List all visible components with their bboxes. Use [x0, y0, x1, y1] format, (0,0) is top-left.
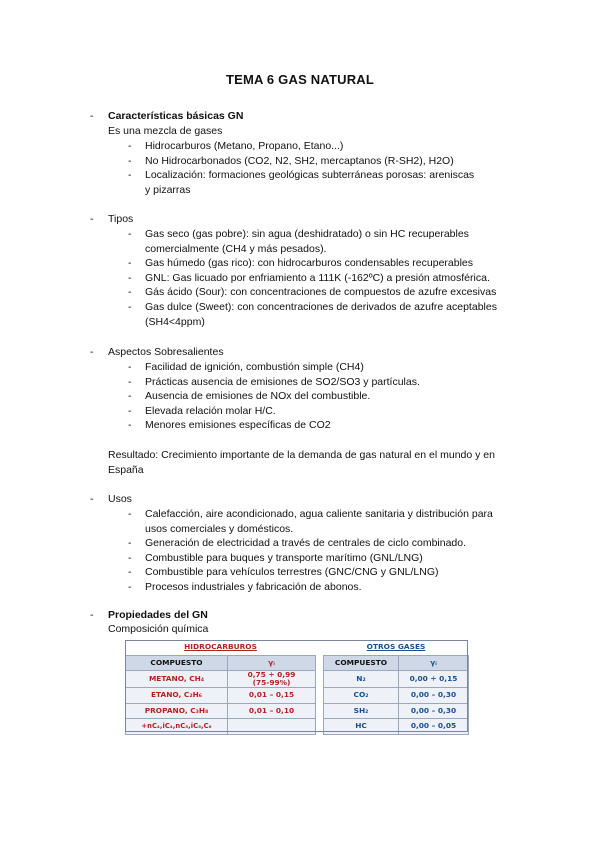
list-item: - Facilidad de ignición, combustión simple (CH4) [128, 360, 520, 375]
composition-grid [125, 640, 469, 735]
col-header-y: γᵢ [399, 655, 469, 671]
list-item: - Generación de electricidad a través de centrales de ciclo combinado. [128, 536, 520, 551]
section-subheading: Composición química [108, 623, 209, 635]
cell-left-value-main: 0,75 ÷ 0,99 [247, 670, 296, 680]
list-item: - Menores emisiones específicas de CO2 [128, 418, 520, 433]
section-dash: - [90, 110, 94, 122]
list-item: - Localización: formaciones geológicas subterráneas porosas: areniscas y pizarras [128, 168, 520, 197]
list-item: - GNL: Gas licuado por enfriamiento a 111K (-162ºC) a presión atmosférica. [128, 271, 520, 286]
list-item: - Procesos industriales y fabricación de abonos. [128, 580, 520, 595]
resultado-paragraph: Resultado: Crecimiento importante de la demanda de gas natural en el mundo y en España [108, 449, 495, 476]
list-item: - Gas dulce (Sweet): con concentraciones de derivados de azufre aceptables (SH4<4ppm) [128, 300, 520, 329]
group-hidrocarburos: HIDROCARBUROS [184, 642, 257, 651]
composition-table [125, 640, 468, 732]
cell-right-name: HC [324, 719, 399, 735]
cell-left-name: PROPANO, C₃H₈ [126, 703, 228, 719]
item-list [128, 360, 520, 433]
section-intro: Es una mezcla de gases [108, 125, 223, 137]
cell-right-value: 0,00 – 0,30 [399, 688, 469, 704]
section-heading: Tipos [108, 213, 134, 225]
section-dash: - [90, 493, 94, 505]
list-item: - Hidrocarburos (Metano, Propano, Etano...) [128, 139, 520, 154]
cell-left-name: ETANO, C₂H₆ [126, 688, 228, 704]
group-otros-gases: OTROS GASES [366, 642, 426, 651]
list-item: - Ausencia de emisiones de NOx del combustible. [128, 389, 520, 404]
cell-left-value: 0,01 – 0,15 [228, 688, 316, 704]
cell-left-name: METANO, CH₄ [126, 671, 228, 688]
list-item: - Prácticas ausencia de emisiones de SO2/SO3 y partículas. [128, 375, 520, 390]
section-dash: - [90, 346, 94, 358]
cell-left-value: 0,01 – 0,10 [228, 703, 316, 719]
col-header-compuesto: COMPUESTO [126, 655, 228, 671]
list-item: - Calefacción, aire acondicionado, agua caliente sanitaria y distribución para usos comerciales y domésticos. [128, 507, 520, 536]
table-row [126, 719, 469, 735]
group-header-row [126, 640, 469, 655]
item-list [128, 507, 520, 595]
table-row [126, 688, 469, 704]
column-header-row [126, 655, 469, 671]
section-heading: Características básicas GN [108, 110, 244, 122]
cell-right-name: N₂ [324, 671, 399, 688]
table-row [126, 671, 469, 688]
table-row [126, 703, 469, 719]
col-header-compuesto: COMPUESTO [324, 655, 399, 671]
item-list [128, 139, 520, 197]
cell-right-value: 0,00 ÷ 0,15 [399, 671, 469, 688]
cell-right-value: 0,00 – 0,05 [399, 719, 469, 735]
section-dash: - [90, 213, 94, 225]
section-heading: Propiedades del GN [108, 609, 208, 621]
section-dash: - [90, 609, 94, 621]
list-item: - No Hidrocarbonados (CO2, N2, SH2, mercaptanos (R-SH2), H2O) [128, 154, 520, 169]
cell-left-name: +nC₄,iC₄,nC₅,iC₅,C₆ [126, 719, 228, 735]
list-item: - Combustible para vehículos terrestres (GNC/CNG y GNL/LNG) [128, 565, 520, 580]
list-item: - Gás ácido (Sour): con concentraciones de compuestos de azufre excesivas [128, 285, 520, 300]
cell-left-value [228, 719, 316, 735]
col-header-y: γᵢ [228, 655, 316, 671]
cell-right-name: CO₂ [324, 688, 399, 704]
cell-right-value: 0,00 – 0,30 [399, 703, 469, 719]
list-item: - Elevada relación molar H/C. [128, 404, 520, 419]
list-item: - Gas seco (gas pobre): sin agua (deshidratado) o sin HC recuperables comercialmente (CH4 y más pesados). [128, 227, 520, 256]
cell-left-value [228, 671, 316, 688]
item-list [128, 227, 520, 329]
list-item: - Combustible para buques y transporte marítimo (GNL/LNG) [128, 551, 520, 566]
section-heading: Aspectos Sobresalientes [108, 346, 224, 358]
cell-right-name: SH₂ [324, 703, 399, 719]
list-item: - Gas húmedo (gas rico): con hidrocarburos condensables recuperables [128, 256, 520, 271]
section-heading: Usos [108, 493, 132, 505]
cell-left-value-note: (75-99%) [252, 678, 291, 688]
page-title: TEMA 6 GAS NATURAL [225, 72, 375, 87]
